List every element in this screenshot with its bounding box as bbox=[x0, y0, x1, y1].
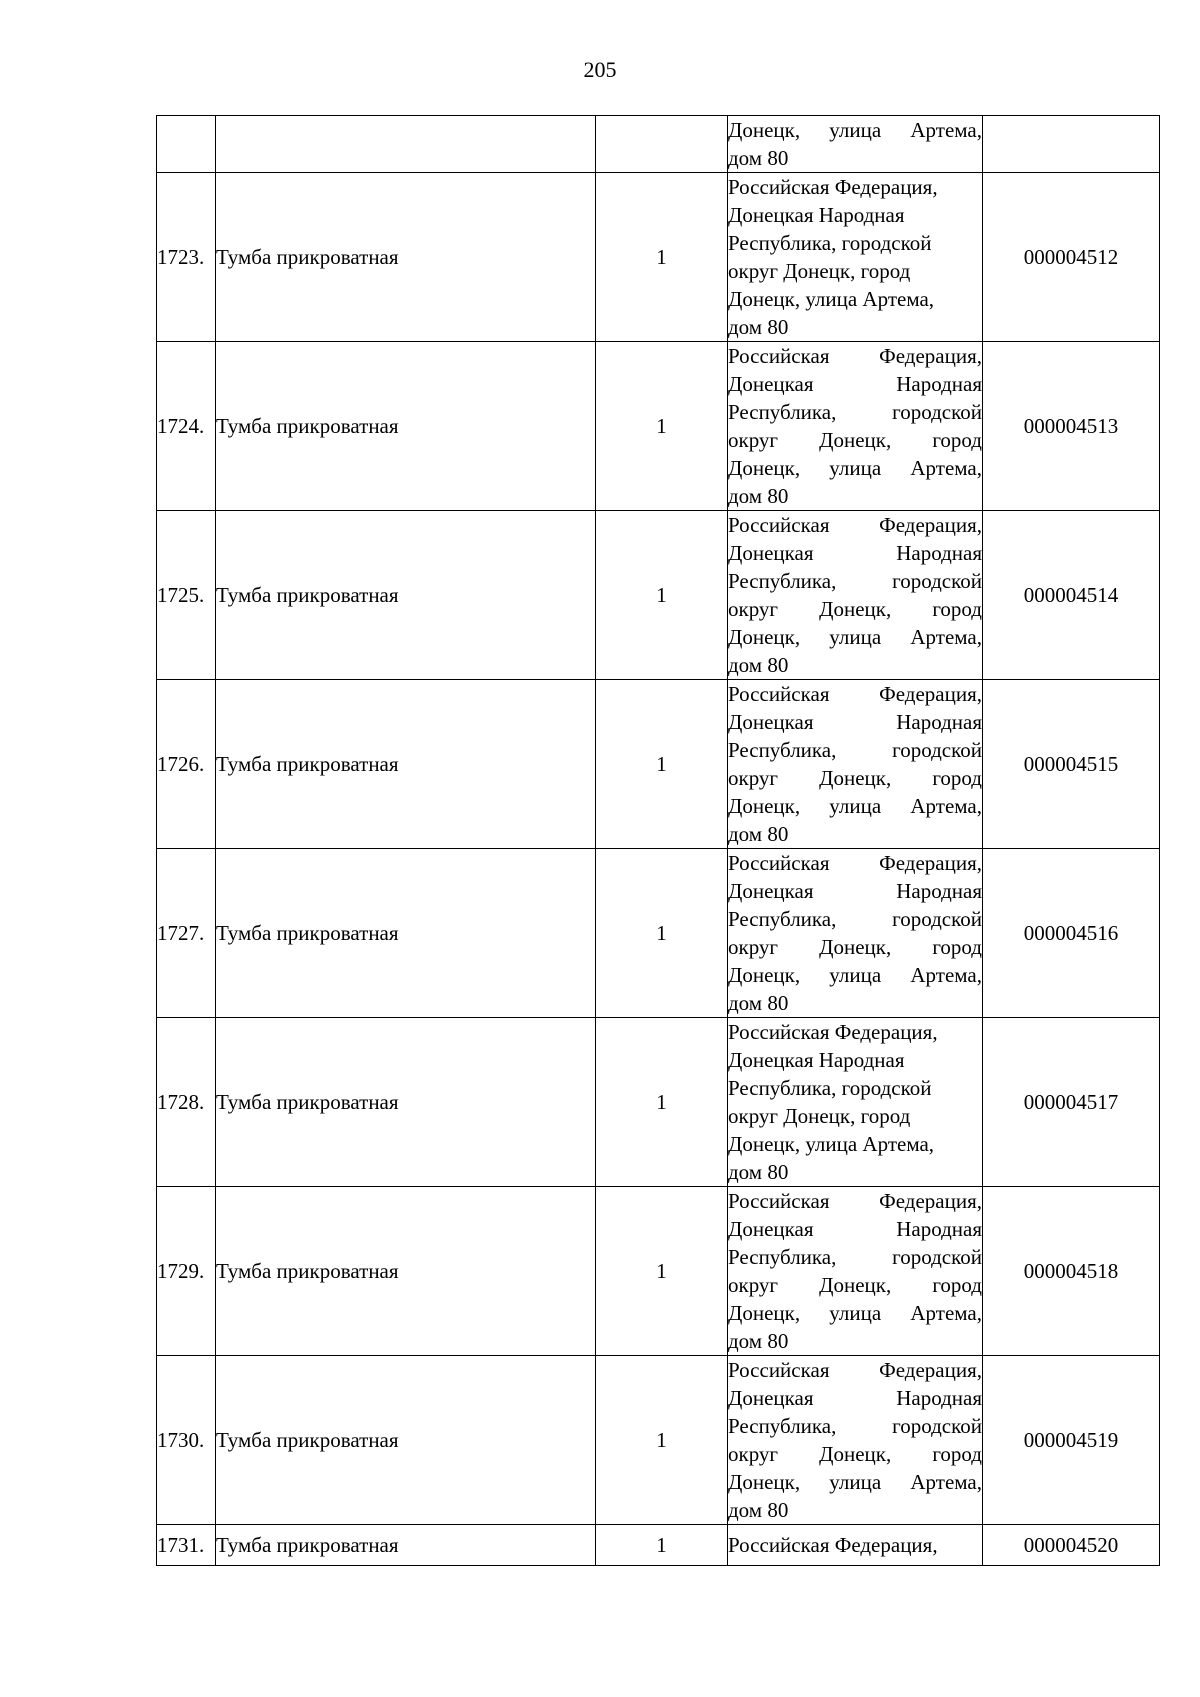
table-row bbox=[157, 1187, 1160, 1356]
address-line: Российская Федерация, bbox=[728, 1189, 982, 1213]
address-line: округ Донецк, город bbox=[728, 428, 982, 452]
address-line: Донецк, улица Артема, bbox=[728, 963, 982, 987]
row-number-cell: 1730. bbox=[157, 1356, 216, 1525]
address-line: Донецк, улица Артема, bbox=[728, 1132, 935, 1156]
inventory-number-cell: 000004516 bbox=[983, 849, 1160, 1018]
address-line: Российская Федерация, bbox=[728, 1533, 938, 1557]
address-cell bbox=[728, 173, 983, 342]
address-line: Донецк, улица Артема, bbox=[728, 456, 982, 480]
address-line: Донецкая Народная bbox=[728, 372, 982, 396]
table-row bbox=[157, 680, 1160, 849]
address-line: Донецкая Народная bbox=[728, 1048, 905, 1072]
address-line: округ Донецк, город bbox=[728, 1442, 982, 1466]
inventory-number-cell: 000004515 bbox=[983, 680, 1160, 849]
row-number-cell bbox=[157, 116, 216, 173]
page-number: 205 bbox=[583, 57, 617, 82]
row-number-cell: 1724. bbox=[157, 342, 216, 511]
table-row bbox=[157, 1525, 1160, 1566]
inventory-table bbox=[156, 115, 1160, 1566]
address-line: дом 80 bbox=[728, 484, 789, 508]
address-line: Республика, городской bbox=[728, 1414, 982, 1438]
row-number-cell: 1727. bbox=[157, 849, 216, 1018]
address-line: округ Донецк, город bbox=[728, 935, 982, 959]
address-line: Российская Федерация, bbox=[728, 682, 982, 706]
address-line: дом 80 bbox=[728, 1498, 789, 1522]
item-name-cell: Тумба прикроватная bbox=[216, 511, 596, 680]
address-line: Донецкая Народная bbox=[728, 203, 905, 227]
continuation-row bbox=[157, 116, 1160, 173]
item-name-cell: Тумба прикроватная bbox=[216, 849, 596, 1018]
item-name-cell: Тумба прикроватная bbox=[216, 1356, 596, 1525]
address-line: Донецкая Народная bbox=[728, 879, 982, 903]
address-line: Республика, городской bbox=[728, 907, 982, 931]
address-line: округ Донецк, город bbox=[728, 259, 911, 283]
address-line: Республика, городской bbox=[728, 569, 982, 593]
address-line: Донецк, улица Артема, bbox=[728, 794, 982, 818]
inventory-number-cell: 000004512 bbox=[983, 173, 1160, 342]
table-row bbox=[157, 342, 1160, 511]
item-name-cell: Тумба прикроватная bbox=[216, 1187, 596, 1356]
inventory-number-cell bbox=[983, 116, 1160, 173]
table-row bbox=[157, 511, 1160, 680]
row-number-cell: 1731. bbox=[157, 1525, 216, 1566]
address-cell bbox=[728, 1525, 983, 1566]
item-name-cell bbox=[216, 116, 596, 173]
address-line: дом 80 bbox=[728, 1329, 789, 1353]
quantity-cell: 1 bbox=[596, 342, 728, 511]
quantity-cell: 1 bbox=[596, 1187, 728, 1356]
address-line: округ Донецк, город bbox=[728, 766, 982, 790]
table-row bbox=[157, 1018, 1160, 1187]
item-name-cell: Тумба прикроватная bbox=[216, 173, 596, 342]
quantity-cell: 1 bbox=[596, 1525, 728, 1566]
address-cell bbox=[728, 116, 983, 173]
address-line: Российская Федерация, bbox=[728, 1358, 982, 1382]
address-line: Российская Федерация, bbox=[728, 175, 938, 199]
address-line: Республика, городской bbox=[728, 400, 982, 424]
address-line: Донецк, улица Артема, bbox=[728, 1301, 982, 1325]
quantity-cell: 1 bbox=[596, 1356, 728, 1525]
address-line: округ Донецк, город bbox=[728, 1104, 911, 1128]
row-number-cell: 1725. bbox=[157, 511, 216, 680]
row-number-cell: 1728. bbox=[157, 1018, 216, 1187]
address-line: Российская Федерация, bbox=[728, 851, 982, 875]
inventory-table-body bbox=[157, 116, 1160, 1566]
item-name-cell: Тумба прикроватная bbox=[216, 1018, 596, 1187]
inventory-number-cell: 000004519 bbox=[983, 1356, 1160, 1525]
address-line: дом 80 bbox=[728, 822, 789, 846]
address-cell bbox=[728, 1187, 983, 1356]
quantity-cell: 1 bbox=[596, 680, 728, 849]
address-line: Донецкая Народная bbox=[728, 541, 982, 565]
address-line: округ Донецк, город bbox=[728, 1273, 982, 1297]
address-line: Республика, городской bbox=[728, 1076, 932, 1100]
inventory-number-cell: 000004513 bbox=[983, 342, 1160, 511]
address-line: Республика, городской bbox=[728, 738, 982, 762]
table-row bbox=[157, 1356, 1160, 1525]
row-number-cell: 1723. bbox=[157, 173, 216, 342]
quantity-cell: 1 bbox=[596, 849, 728, 1018]
address-cell bbox=[728, 849, 983, 1018]
address-line: Донецк, улица Артема, bbox=[728, 287, 935, 311]
address-cell bbox=[728, 511, 983, 680]
address-line: Республика, городской bbox=[728, 231, 932, 255]
item-name-cell: Тумба прикроватная bbox=[216, 1525, 596, 1566]
item-name-cell: Тумба прикроватная bbox=[216, 680, 596, 849]
address-line: дом 80 bbox=[728, 315, 789, 339]
address-line: Российская Федерация, bbox=[728, 513, 982, 537]
address-line: дом 80 bbox=[728, 653, 789, 677]
row-number-cell: 1726. bbox=[157, 680, 216, 849]
quantity-cell: 1 bbox=[596, 511, 728, 680]
address-cell bbox=[728, 1018, 983, 1187]
address-line: дом 80 bbox=[728, 146, 789, 170]
address-line: Российская Федерация, bbox=[728, 344, 982, 368]
address-line: дом 80 bbox=[728, 1160, 789, 1184]
address-line: Республика, городской bbox=[728, 1245, 982, 1269]
table-row bbox=[157, 173, 1160, 342]
address-cell bbox=[728, 680, 983, 849]
address-line: Российская Федерация, bbox=[728, 1020, 938, 1044]
address-line: Донецк, улица Артема, bbox=[728, 118, 982, 142]
row-number-cell: 1729. bbox=[157, 1187, 216, 1356]
quantity-cell: 1 bbox=[596, 1018, 728, 1187]
inventory-number-cell: 000004518 bbox=[983, 1187, 1160, 1356]
address-cell bbox=[728, 1356, 983, 1525]
address-line: Донецкая Народная bbox=[728, 1217, 982, 1241]
address-line: Донецк, улица Артема, bbox=[728, 1470, 982, 1494]
address-line: Донецк, улица Артема, bbox=[728, 625, 982, 649]
inventory-number-cell: 000004517 bbox=[983, 1018, 1160, 1187]
address-line: Донецкая Народная bbox=[728, 710, 982, 734]
inventory-number-cell: 000004520 bbox=[983, 1525, 1160, 1566]
inventory-number-cell: 000004514 bbox=[983, 511, 1160, 680]
table-row bbox=[157, 849, 1160, 1018]
quantity-cell: 1 bbox=[596, 173, 728, 342]
address-cell bbox=[728, 342, 983, 511]
address-line: Донецкая Народная bbox=[728, 1386, 982, 1410]
address-line: округ Донецк, город bbox=[728, 597, 982, 621]
item-name-cell: Тумба прикроватная bbox=[216, 342, 596, 511]
quantity-cell bbox=[596, 116, 728, 173]
address-line: дом 80 bbox=[728, 991, 789, 1015]
